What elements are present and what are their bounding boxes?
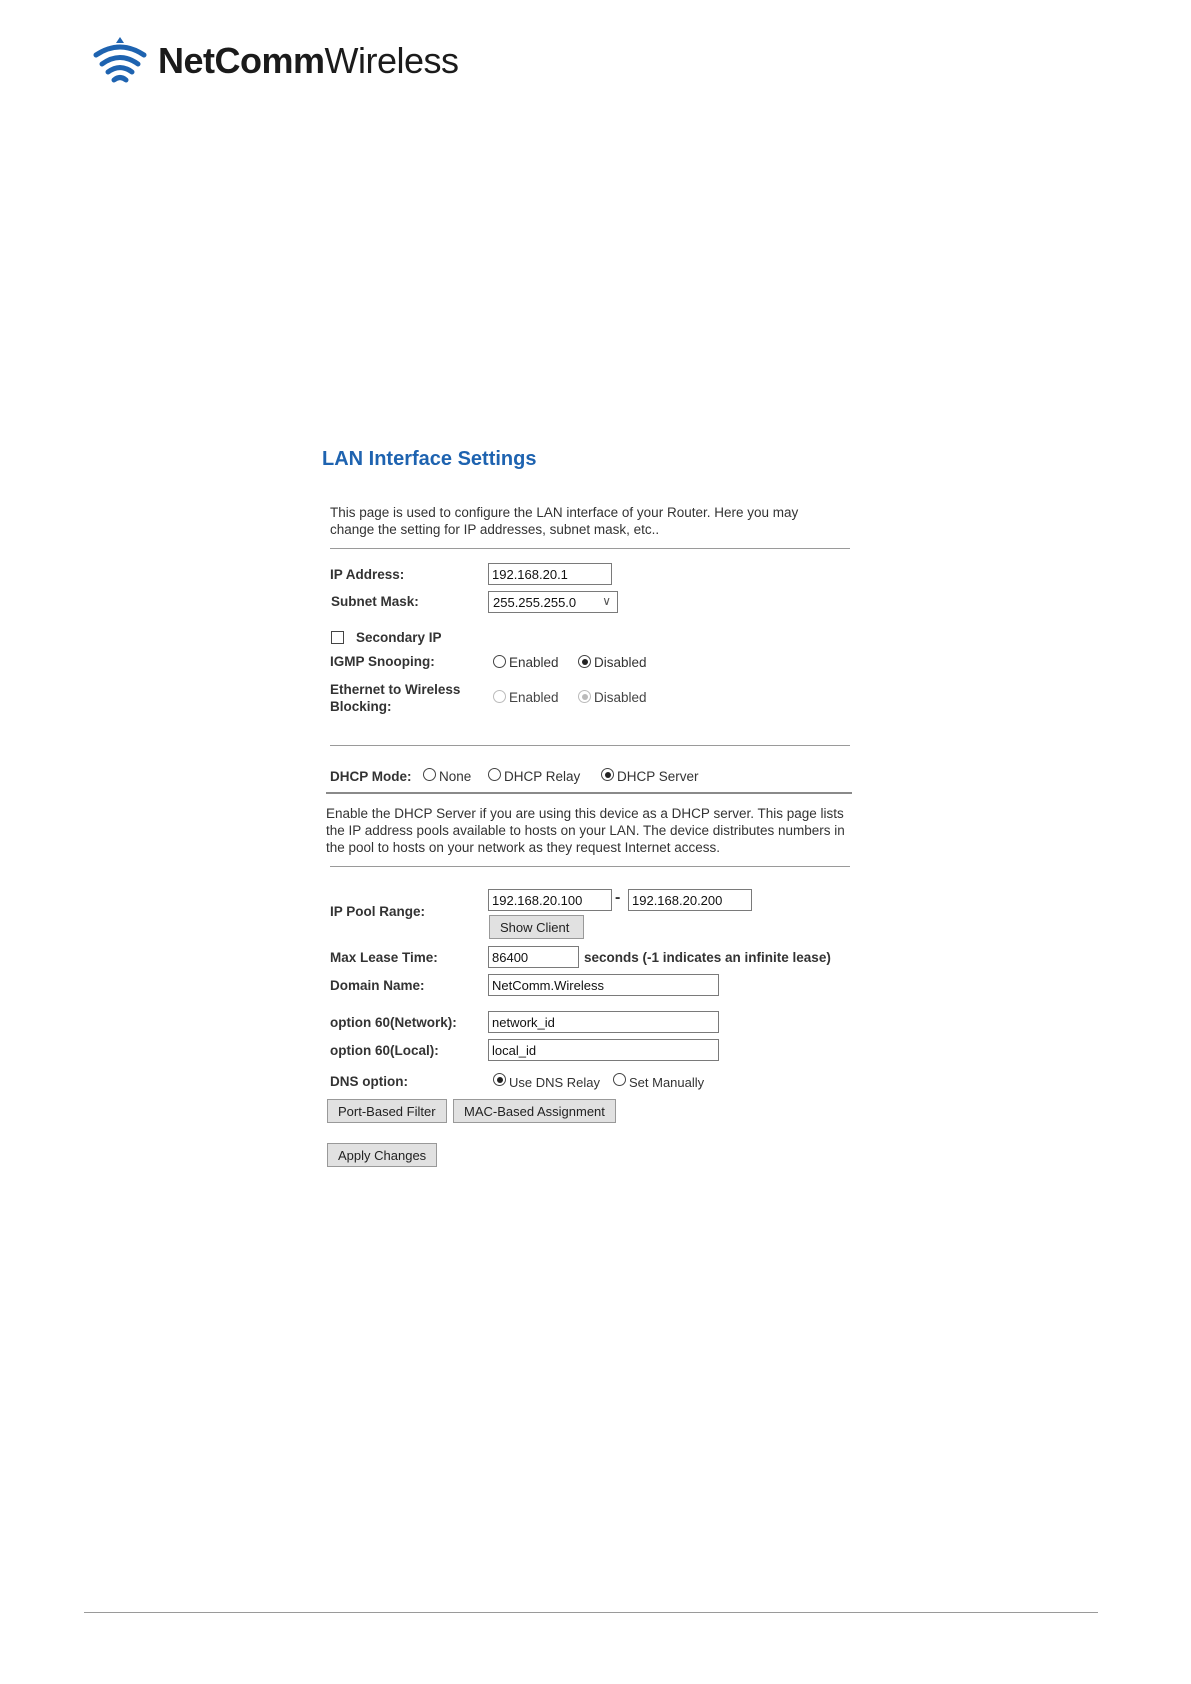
secondary-ip-label: Secondary IP bbox=[356, 630, 442, 645]
logo-wordmark: NetCommWireless bbox=[158, 40, 459, 81]
option60-network-label: option 60(Network): bbox=[330, 1015, 457, 1030]
divider bbox=[330, 866, 850, 867]
secondary-ip-checkbox[interactable] bbox=[331, 631, 344, 644]
dhcp-mode-relay-radio[interactable] bbox=[488, 768, 501, 781]
dns-option-label: DNS option: bbox=[330, 1074, 408, 1089]
ip-pool-range-label: IP Pool Range: bbox=[330, 904, 426, 919]
option60-network-input[interactable]: network_id bbox=[488, 1011, 719, 1033]
max-lease-time-hint: seconds (-1 indicates an infinite lease) bbox=[584, 950, 831, 965]
divider bbox=[330, 548, 850, 549]
ip-pool-end-input[interactable]: 192.168.20.200 bbox=[628, 889, 752, 911]
dns-relay-label: Use DNS Relay bbox=[509, 1075, 601, 1090]
dhcp-mode-server-label: DHCP Server bbox=[617, 769, 699, 784]
netcomm-logo bbox=[92, 34, 459, 88]
divider bbox=[330, 745, 850, 746]
domain-name-label: Domain Name: bbox=[330, 978, 425, 993]
igmp-disabled-radio[interactable] bbox=[578, 655, 591, 668]
ip-address-input[interactable]: 192.168.20.1 bbox=[488, 563, 612, 585]
dhcp-mode-label: DHCP Mode: bbox=[330, 769, 412, 784]
divider bbox=[326, 792, 852, 794]
max-lease-time-label: Max Lease Time: bbox=[330, 950, 438, 965]
wifi-signal-icon bbox=[92, 35, 148, 87]
dhcp-mode-none-radio[interactable] bbox=[423, 768, 436, 781]
dhcp-mode-relay-label: DHCP Relay bbox=[504, 769, 581, 784]
subnet-mask-label: Subnet Mask: bbox=[331, 594, 419, 609]
eth-blocking-label-line1: Ethernet to Wireless bbox=[330, 682, 461, 697]
igmp-disabled-label: Disabled bbox=[594, 655, 647, 670]
option60-local-label: option 60(Local): bbox=[330, 1043, 439, 1058]
eth-blocking-disabled-radio bbox=[578, 690, 591, 703]
domain-name-input[interactable]: NetComm.Wireless bbox=[488, 974, 719, 996]
eth-blocking-enabled-radio bbox=[493, 690, 506, 703]
show-client-button[interactable]: Show Client bbox=[489, 915, 584, 939]
page-description: This page is used to configure the LAN interface of your Router. Here you may change the setting for IP addresses, subnet mask, etc.. bbox=[330, 505, 799, 537]
subnet-mask-select[interactable] bbox=[488, 591, 618, 613]
igmp-enabled-radio[interactable] bbox=[493, 655, 506, 668]
igmp-enabled-label: Enabled bbox=[509, 655, 559, 670]
ip-address-label: IP Address: bbox=[330, 567, 405, 582]
dns-manual-label: Set Manually bbox=[629, 1075, 705, 1090]
igmp-snooping-label: IGMP Snooping: bbox=[330, 654, 435, 669]
mac-based-assignment-button[interactable]: MAC-Based Assignment bbox=[453, 1099, 616, 1123]
dhcp-mode-none-label: None bbox=[439, 769, 472, 784]
port-based-filter-button[interactable]: Port-Based Filter bbox=[327, 1099, 447, 1123]
option60-local-input[interactable]: local_id bbox=[488, 1039, 719, 1061]
dns-manual-radio[interactable] bbox=[613, 1073, 626, 1086]
subnet-mask-value: 255.255.255.0 bbox=[493, 595, 577, 610]
dhcp-mode-server-radio[interactable] bbox=[601, 768, 614, 781]
dhcp-description: Enable the DHCP Server if you are using this device as a DHCP server. This page lists the IP address pools available to hosts on your LAN. The device distributes numbers in the pool to hosts on your network as they request Internet access. bbox=[326, 806, 845, 855]
ip-pool-separator: - bbox=[615, 889, 621, 906]
ip-pool-start-input[interactable]: 192.168.20.100 bbox=[488, 889, 612, 911]
eth-blocking-label-line2: Blocking: bbox=[330, 699, 392, 714]
dns-relay-radio[interactable] bbox=[493, 1073, 506, 1086]
footer-divider bbox=[84, 1612, 1098, 1613]
eth-blocking-disabled-label: Disabled bbox=[594, 690, 647, 705]
apply-changes-button[interactable]: Apply Changes bbox=[327, 1143, 437, 1167]
chevron-down-icon: ∨ bbox=[602, 594, 611, 608]
max-lease-time-input[interactable]: 86400 bbox=[488, 946, 579, 968]
page-title: LAN Interface Settings bbox=[322, 448, 537, 470]
eth-blocking-enabled-label: Enabled bbox=[509, 690, 559, 705]
